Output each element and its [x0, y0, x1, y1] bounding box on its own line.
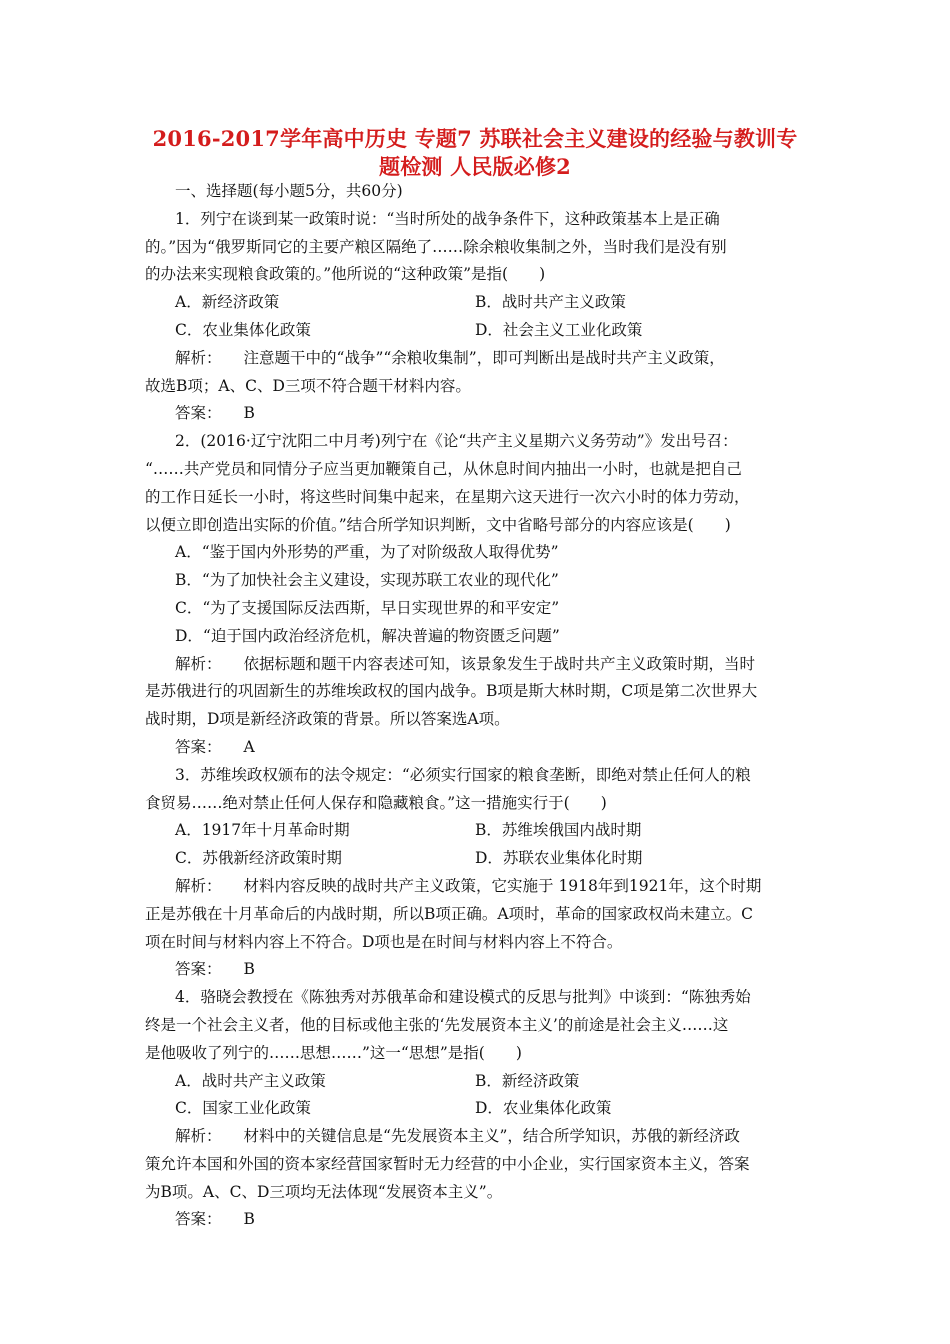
analysis-line [145, 1123, 810, 1151]
answer-label: 答案： [175, 737, 222, 756]
analysis-line: 策允许本国和外国的资本家经营国家暂时无力经营的中小企业，实行国家资本主义，答案 [145, 1154, 750, 1173]
section-heading: 一、选择题(每小题5分，共60分) [175, 182, 403, 200]
question-stem-line: “……共产党员和同情分子应当更加鞭策自己，从休息时间内抽出一小时，也就是把自己 [145, 459, 742, 478]
option-d: D．“迫于国内政治经济危机，解决普遍的物资匮乏问题” [175, 626, 560, 645]
option-row [145, 845, 810, 873]
document-body [145, 178, 810, 1234]
option-a: A．战时共产主义政策 [175, 1071, 326, 1090]
question-stem-line: 3．苏维埃政权颁布的法令规定：“必须实行国家的粮食垄断，即绝对禁止任何人的粮 [175, 765, 751, 784]
option-row [145, 317, 810, 345]
answer-line [145, 400, 810, 428]
answer-line [145, 734, 810, 762]
analysis-line [145, 873, 810, 901]
option-a: A．“鉴于国内外形势的严重，为了对阶级敌人取得优势” [175, 543, 559, 562]
answer-value: A [243, 737, 255, 756]
question-4 [145, 984, 810, 1234]
document-title [130, 125, 820, 181]
option-a: A．1917年十月革命时期 [175, 821, 350, 840]
title-line-1: 2016-2017学年高中历史 专题7 苏联社会主义建设的经验与教训专 [152, 126, 798, 151]
analysis-label: 解析： [175, 1127, 222, 1146]
analysis-line: 战时期，D项是新经济政策的背景。所以答案选A项。 [145, 710, 510, 729]
analysis-line: 为B项。A、C、D三项均无法体现“发展资本主义”。 [145, 1182, 503, 1201]
option-c: C．农业集体化政策 [175, 320, 311, 339]
analysis-line: 项在时间与材料内容上不符合。D项也是在时间与材料内容上不符合。 [145, 932, 623, 951]
option-d: D．苏联农业集体化时期 [475, 849, 643, 868]
option-b: B．“为了加快社会主义建设，实现苏联工农业的现代化” [175, 571, 559, 590]
option-c: C．“为了支援国际反法西斯，早日实现世界的和平安定” [175, 598, 560, 617]
question-stem-line: 以便立即创造出实际的价值。”结合所学知识判断，文中省略号部分的内容应该是( ) [145, 515, 731, 534]
option-row [145, 1068, 810, 1096]
answer-label: 答案： [175, 960, 222, 979]
analysis-text: 注意题干中的“战争”“余粮收集制”，即可判断出是战时共产主义政策， [243, 348, 725, 367]
question-stem-line: 终是一个社会主义者，他的目标或他主张的‘先发展资本主义’的前途是社会主义……这 [145, 1015, 729, 1034]
analysis-text: 材料中的关键信息是“先发展资本主义”，结合所学知识，苏俄的新经济政 [243, 1127, 740, 1146]
option-b: B．战时共产主义政策 [475, 293, 626, 312]
question-2 [145, 428, 810, 762]
option-a: A．新经济政策 [175, 293, 280, 312]
answer-value: B [243, 960, 255, 979]
question-stem-line: 的办法来实现粮食政策的。”他所说的“这种政策”是指( ) [145, 265, 546, 284]
question-stem-line: 4．骆晓会教授在《陈独秀对苏俄革命和建设模式的反思与批判》中谈到：“陈独秀始 [175, 988, 751, 1007]
analysis-line: 正是苏俄在十月革命后的内战时期，所以B项正确。A项时，革命的国家政权尚未建立。C [145, 904, 753, 923]
analysis-line [145, 651, 810, 679]
title-line-2: 题检测 人民版必修2 [379, 154, 571, 179]
answer-value: B [243, 404, 255, 423]
analysis-text: 材料内容反映的战时共产主义政策，它实施于 1918年到1921年，这个时期 [243, 876, 762, 895]
option-b: B．苏维埃俄国内战时期 [475, 821, 642, 840]
question-stem-line: 是他吸收了列宁的……思想……”这一“思想”是指( ) [145, 1043, 522, 1062]
answer-label: 答案： [175, 1210, 222, 1229]
option-b: B．新经济政策 [475, 1071, 580, 1090]
question-stem-line: 的工作日延长一小时，将这些时间集中起来，在星期六这天进行一次六小时的体力劳动， [145, 487, 750, 506]
question-3 [145, 762, 810, 984]
analysis-line: 故选B项；A、C、D三项不符合题干材料内容。 [145, 376, 471, 395]
question-stem-line: 的。”因为“俄罗斯同它的主要产粮区隔绝了……除余粮收集制之外，当时我们是没有别 [145, 237, 727, 256]
option-d: D．农业集体化政策 [475, 1099, 612, 1118]
option-row [145, 289, 810, 317]
option-row [145, 817, 810, 845]
question-stem-line: 1．列宁在谈到某一政策时说：“当时所处的战争条件下，这种政策基本上是正确 [175, 209, 720, 228]
analysis-label: 解析： [175, 654, 222, 673]
analysis-text: 依据标题和题干内容表述可知，该景象发生于战时共产主义政策时期，当时 [243, 654, 756, 673]
question-1 [145, 206, 810, 428]
answer-value: B [243, 1210, 255, 1229]
analysis-line [145, 345, 810, 373]
answer-line [145, 1206, 810, 1234]
option-c: C．国家工业化政策 [175, 1099, 311, 1118]
option-row [145, 1095, 810, 1123]
option-d: D．社会主义工业化政策 [475, 320, 643, 339]
option-c: C．苏俄新经济政策时期 [175, 849, 342, 868]
question-stem-line: 2．(2016·辽宁沈阳二中月考)列宁在《论“共产主义星期六义务劳动”》发出号召： [175, 432, 738, 451]
answer-label: 答案： [175, 404, 222, 423]
analysis-label: 解析： [175, 348, 222, 367]
question-stem-line: 食贸易……绝对禁止任何人保存和隐藏粮食。”这一措施实行于( ) [145, 793, 607, 812]
analysis-label: 解析： [175, 876, 222, 895]
answer-line [145, 956, 810, 984]
analysis-line: 是苏俄进行的巩固新生的苏维埃政权的国内战争。B项是斯大林时期，C项是第二次世界大 [145, 682, 758, 701]
